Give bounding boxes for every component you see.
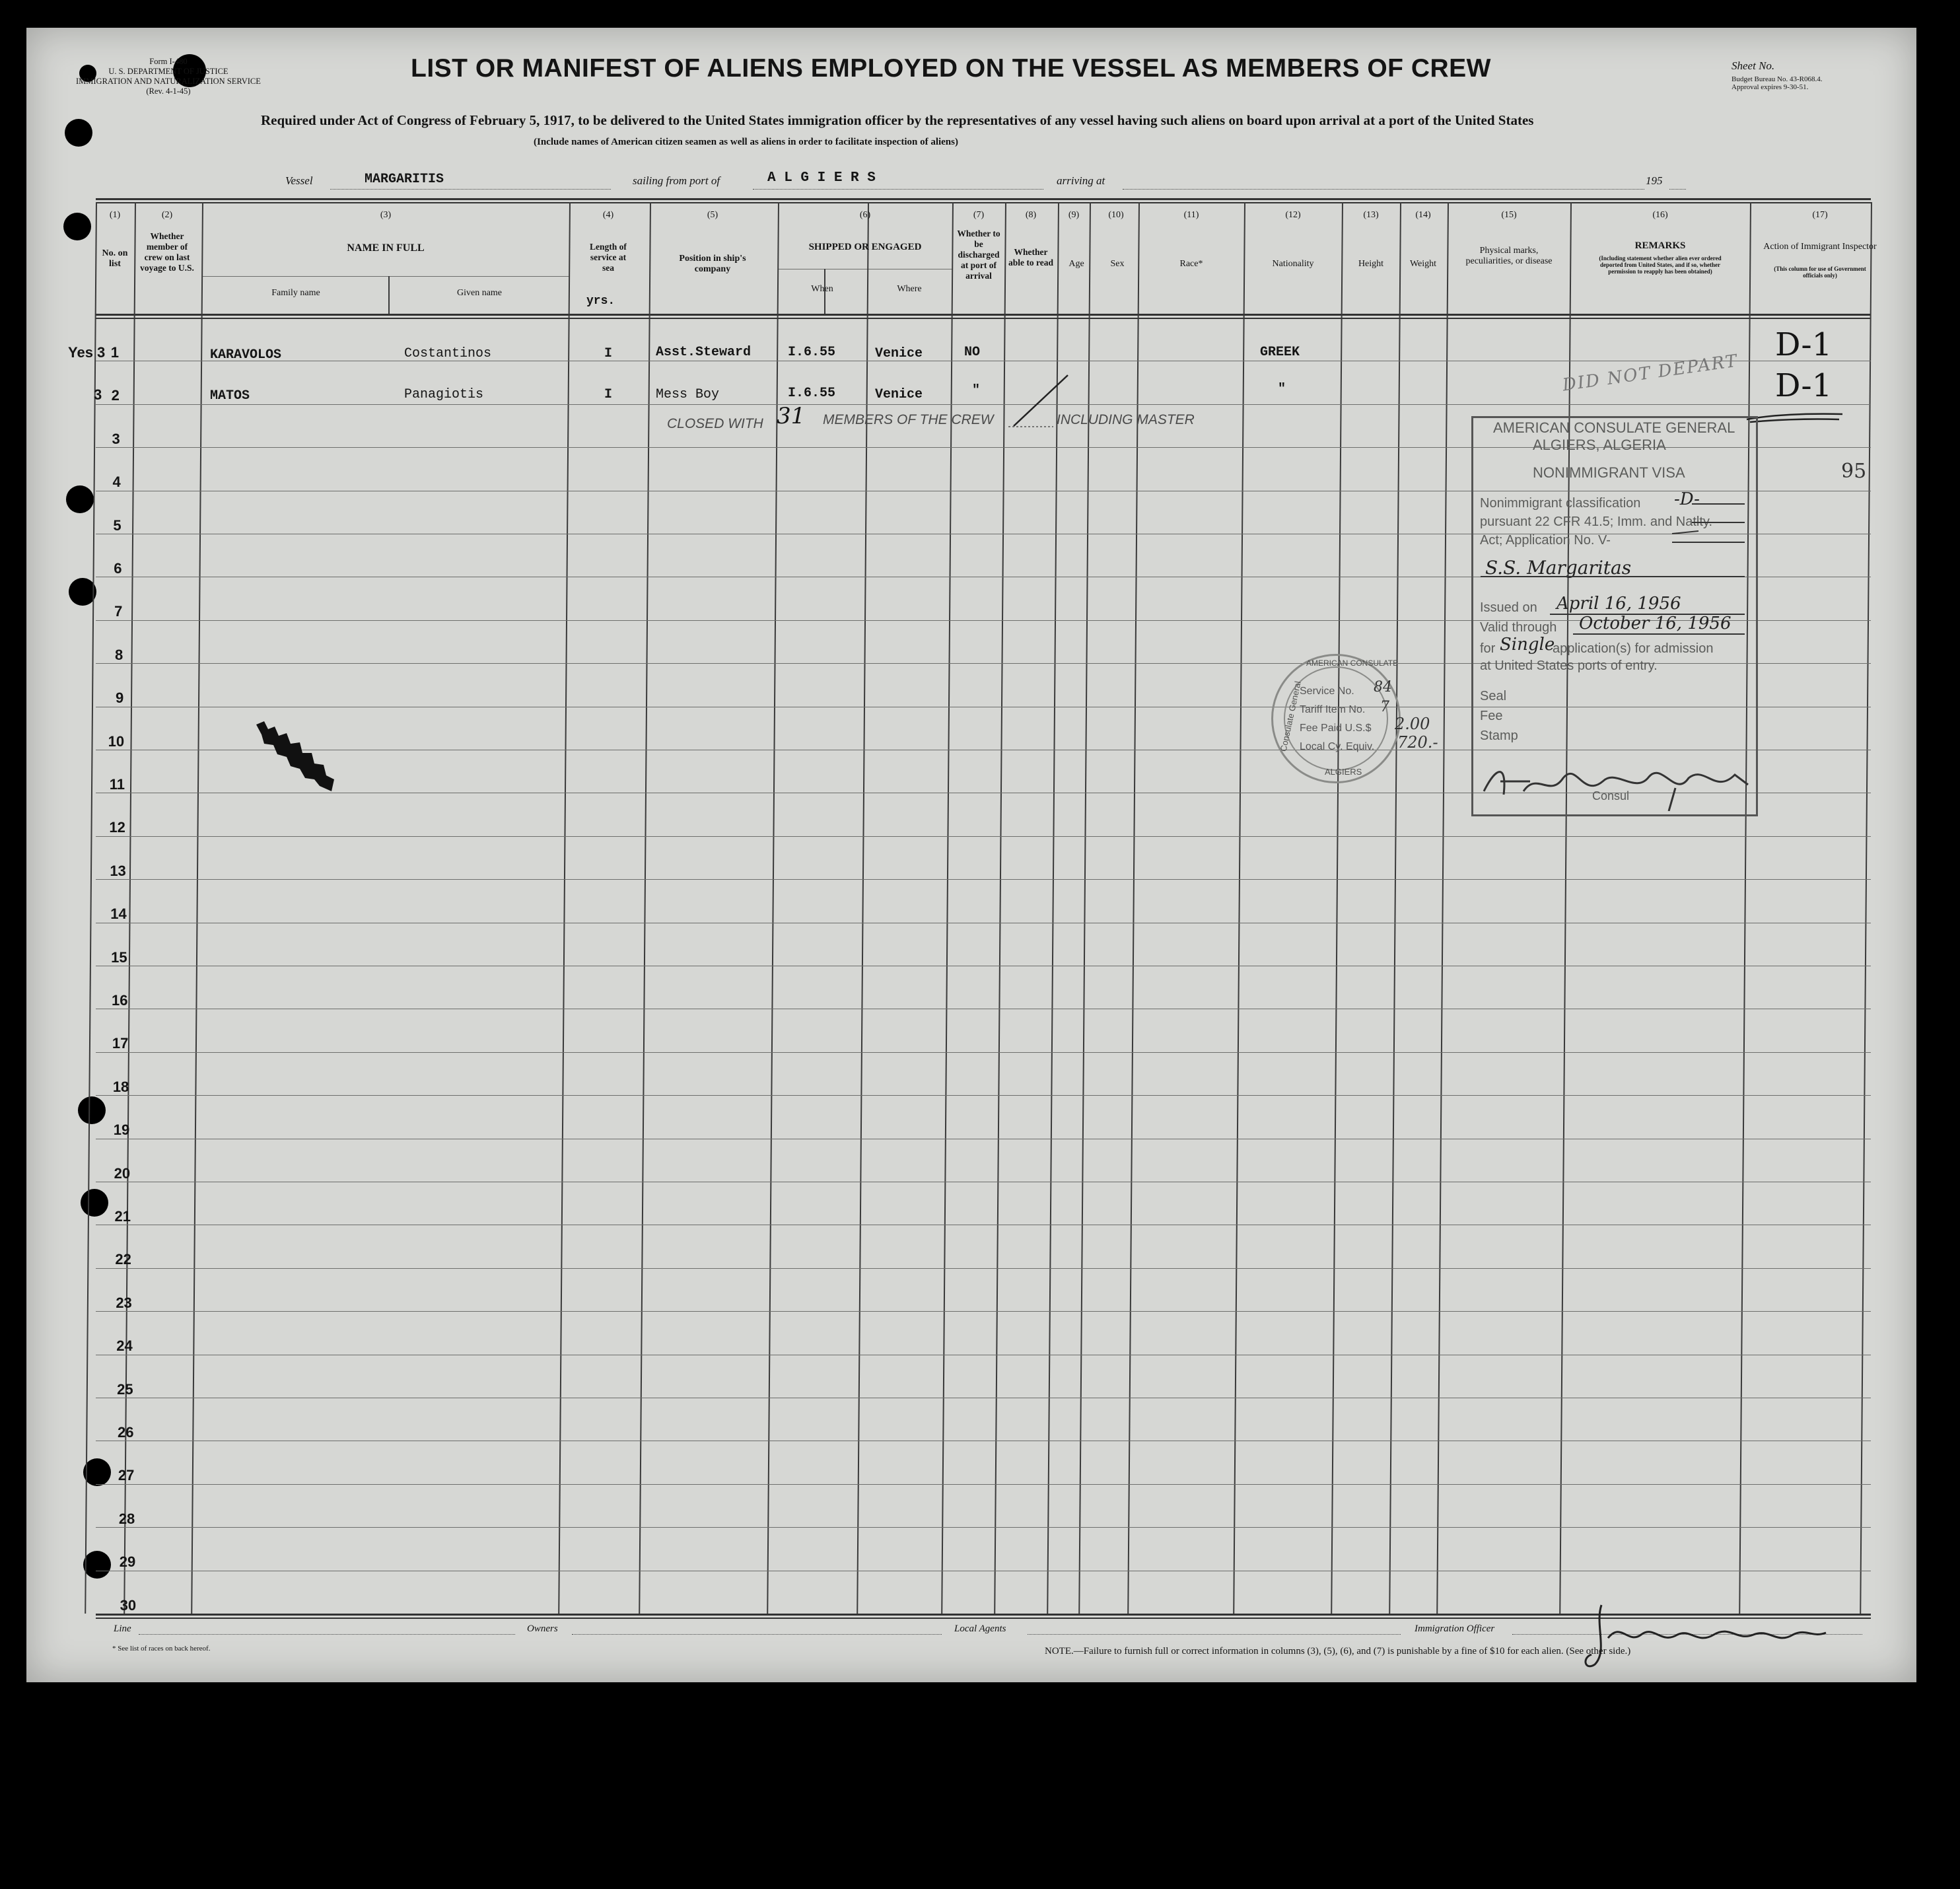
row-rule bbox=[96, 1311, 1871, 1312]
row-rule bbox=[96, 836, 1871, 837]
sheet-number-label: Sheet No. bbox=[1732, 59, 1775, 72]
col-head-where: Where bbox=[897, 284, 922, 294]
row-number: 19 bbox=[113, 1122, 130, 1138]
col-head-shipped-engaged: SHIPPED OR ENGAGED bbox=[808, 242, 922, 252]
service-name: IMMIGRATION AND NATURALIZATION SERVICE bbox=[76, 77, 261, 86]
stamp-classification-label: Nonimmigrant classification bbox=[1480, 496, 1641, 511]
footer-line-field bbox=[139, 1634, 515, 1635]
fee-paid-label: Fee Paid U.S.$ bbox=[1300, 723, 1372, 734]
col-head-member-of-crew: Whether member of crew on last voyage to U.S. bbox=[140, 231, 194, 273]
fee-local-label: Local Cy. Equiv. bbox=[1300, 741, 1375, 752]
row-number: 8 bbox=[115, 647, 123, 663]
row-number: 20 bbox=[114, 1165, 131, 1182]
table-top-rule-2 bbox=[96, 202, 1871, 203]
col-num-12: (12) bbox=[1285, 210, 1301, 220]
col-num-11: (11) bbox=[1183, 210, 1199, 220]
ink-smudge bbox=[250, 721, 335, 794]
row-number: 30 bbox=[120, 1597, 137, 1614]
sailing-label: sailing from port of bbox=[633, 174, 720, 187]
col-head-remarks-note: (Including statement whether alien ever ordered deported from United States, and if so, whether permission to reapply has been obtained) bbox=[1599, 255, 1722, 275]
row-rule bbox=[96, 1484, 1871, 1485]
revision: (Rev. 4-1-45) bbox=[146, 87, 191, 96]
stamp-stamp-label: Stamp bbox=[1480, 729, 1518, 743]
col-head-action-inspector: Action of Immigrant Inspector bbox=[1763, 242, 1877, 252]
row-number: 29 bbox=[119, 1553, 136, 1570]
row-number: 12 bbox=[109, 819, 125, 836]
row-number: 16 bbox=[112, 992, 128, 1009]
row-number: 25 bbox=[117, 1381, 133, 1398]
year-prefix: 195 bbox=[1646, 174, 1663, 187]
fee-service-label: Service No. bbox=[1300, 686, 1354, 697]
col-head-weight: Weight bbox=[1409, 259, 1437, 269]
punch-hole bbox=[65, 119, 92, 147]
table-header-rule bbox=[96, 314, 1871, 316]
row-number: 3 bbox=[112, 431, 120, 447]
col-head-sex: Sex bbox=[1110, 259, 1125, 269]
row-number: 2 bbox=[111, 387, 120, 404]
col-num-5: (5) bbox=[707, 210, 718, 220]
consulate-fee-seal bbox=[1271, 654, 1401, 783]
stamp-application: Act; Application No. V- bbox=[1480, 533, 1611, 548]
col-num-15: (15) bbox=[1501, 210, 1517, 220]
page-subtitle-note: (Include names of American citizen seamen as well as aliens in order to facilitate inspection of aliens) bbox=[534, 137, 958, 147]
margin-page-number: 95 bbox=[1841, 460, 1867, 483]
row-2-where: Venice bbox=[875, 387, 923, 402]
closing-text-b: MEMBERS OF THE CREW bbox=[823, 412, 994, 427]
footer-agents-label: Local Agents bbox=[954, 1623, 1006, 1634]
stamp-for-rest: application(s) for admission bbox=[1553, 641, 1714, 656]
col-num-2: (2) bbox=[161, 210, 173, 220]
fee-paid-amount: 2.00 bbox=[1395, 715, 1430, 733]
col-head-given-name: Given name bbox=[456, 288, 503, 298]
consul-signature bbox=[1477, 758, 1755, 811]
col-num-14: (14) bbox=[1415, 210, 1431, 220]
row-rule bbox=[96, 404, 1871, 405]
stamp-underlines bbox=[1474, 421, 1751, 659]
table-header-rule-2 bbox=[96, 318, 1871, 319]
stamp-visa-type: NONIMMIGRANT VISA bbox=[1533, 464, 1685, 481]
fee-tariff-label: Tariff Item No. bbox=[1300, 704, 1366, 715]
stamp-vessel: S.S. Margaritas bbox=[1485, 557, 1632, 579]
col-head-family-name: Family name bbox=[271, 288, 320, 298]
col-head-physical-marks: Physical marks, peculiarities, or disease bbox=[1465, 246, 1553, 266]
year-field-line bbox=[1669, 189, 1686, 190]
row-1-action: D-1 bbox=[1775, 326, 1833, 363]
row-2-nationality: " bbox=[1278, 382, 1286, 397]
row-2-remarks: DID NOT DEPART bbox=[1561, 351, 1739, 396]
stamp-issued-label: Issued on bbox=[1480, 600, 1537, 615]
row-1-family-name: KARAVOLOS bbox=[210, 347, 282, 363]
row-number: 13 bbox=[110, 863, 126, 879]
col-head-discharged: Whether to be discharged at port of arrival bbox=[957, 229, 1000, 281]
footer-officer-label: Immigration Officer bbox=[1415, 1623, 1495, 1634]
col-num-16: (16) bbox=[1652, 210, 1668, 220]
col-head-when: When bbox=[811, 284, 833, 294]
row-number: 10 bbox=[108, 733, 125, 750]
row-2-position: Mess Boy bbox=[656, 387, 720, 402]
col-head-action-note: (This column for use of Government officials only) bbox=[1774, 266, 1866, 279]
row-number: 14 bbox=[110, 906, 127, 922]
col-head-position: Position in ship's company bbox=[679, 254, 746, 274]
closing-crew-count: 31 bbox=[777, 403, 806, 429]
col-head-height: Height bbox=[1358, 259, 1384, 269]
vessel-field-line bbox=[330, 189, 611, 190]
row-number: 26 bbox=[118, 1424, 134, 1441]
row-number: 23 bbox=[116, 1295, 132, 1311]
approval-expiry: Approval expires 9-30-51. bbox=[1732, 83, 1809, 91]
stamp-classification: -D- bbox=[1674, 489, 1700, 509]
closing-text-a: CLOSED WITH bbox=[667, 416, 763, 431]
stamp-pursuant: pursuant 22 CFR 41.5; Imm. and Natlty. bbox=[1480, 515, 1713, 529]
table-top-rule bbox=[96, 198, 1871, 200]
arriving-field-line bbox=[1123, 189, 1644, 190]
row-number: 24 bbox=[116, 1337, 133, 1354]
col-head-years-unit: yrs. bbox=[586, 295, 615, 308]
row-number: 28 bbox=[118, 1511, 135, 1527]
col-head-nationality: Nationality bbox=[1272, 259, 1314, 269]
vessel-name: MARGARITIS bbox=[365, 172, 444, 187]
col-num-8: (8) bbox=[1025, 210, 1037, 220]
row-1-prefix: Yes 3 bbox=[68, 344, 106, 361]
row-rule bbox=[96, 1052, 1871, 1053]
punch-hole bbox=[63, 213, 91, 240]
arriving-label: arriving at bbox=[1057, 174, 1105, 187]
port-name: A L G I E R S bbox=[767, 170, 876, 186]
row-number: 11 bbox=[109, 776, 125, 793]
department: U. S. DEPARTMENT OF JUSTICE bbox=[108, 67, 228, 76]
col-num-10: (10) bbox=[1108, 210, 1124, 220]
row-1-position: Asst.Steward bbox=[656, 345, 752, 360]
name-subheader-rule bbox=[202, 276, 569, 277]
col-num-13: (13) bbox=[1363, 210, 1379, 220]
seal-ring-top: AMERICAN CONSULATE bbox=[1306, 659, 1399, 668]
row-2-discharged: " bbox=[972, 383, 981, 398]
footer-agents-field bbox=[1028, 1634, 1401, 1635]
form-number: Form I-480 bbox=[149, 57, 188, 66]
row-rule bbox=[96, 879, 1871, 880]
row-number: 17 bbox=[112, 1035, 129, 1051]
row-number: 1 bbox=[110, 344, 119, 361]
footer-note: NOTE.—Failure to furnish full or correct information in columns (3), (5), (6), and (7) is punishable by a fine of $10 for each alien. (See other side.) bbox=[1045, 1646, 1631, 1657]
row-2-prefix: 3 bbox=[94, 386, 102, 403]
col-head-remarks: REMARKS bbox=[1634, 240, 1686, 251]
footer-owners-field bbox=[572, 1634, 942, 1635]
budget-block bbox=[1732, 75, 1822, 91]
stamp-for-count: Single bbox=[1500, 635, 1555, 655]
row-number: 7 bbox=[114, 603, 123, 620]
row-1-nationality: GREEK bbox=[1260, 345, 1300, 360]
fee-service-number: 84 bbox=[1374, 679, 1392, 695]
row-number: 21 bbox=[114, 1208, 131, 1225]
row-number: 4 bbox=[112, 474, 121, 490]
row-number: 6 bbox=[114, 560, 122, 577]
row-number: 18 bbox=[112, 1079, 129, 1095]
stamp-for-label: for bbox=[1480, 641, 1496, 656]
row-2-family-name: MATOS bbox=[210, 388, 250, 404]
stamp-seal-label: Seal bbox=[1480, 689, 1507, 703]
row-2-service: I bbox=[604, 387, 613, 402]
row-1-when: I.6.55 bbox=[788, 345, 836, 360]
stamp-consul-label: Consul bbox=[1592, 789, 1630, 802]
row-number: 22 bbox=[115, 1251, 131, 1267]
footer-owners-label: Owners bbox=[527, 1623, 558, 1634]
col-num-17: (17) bbox=[1812, 210, 1828, 220]
stamp-issued-date: April 16, 1956 bbox=[1557, 594, 1681, 614]
closing-text-c: INCLUDING MASTER bbox=[1057, 412, 1195, 427]
stamp-valid-date: October 16, 1956 bbox=[1579, 614, 1732, 633]
vessel-label: Vessel bbox=[285, 174, 313, 187]
col-head-race: Race* bbox=[1179, 259, 1203, 269]
officer-signature bbox=[1582, 1598, 1833, 1671]
row-number: 9 bbox=[115, 690, 124, 706]
row-2-given-name: Panagiotis bbox=[404, 387, 484, 402]
col-head-no-on-list: No. on list bbox=[102, 248, 128, 269]
subcolumn-divider bbox=[388, 276, 390, 314]
row-1-service: I bbox=[604, 346, 613, 361]
row-rule bbox=[96, 1527, 1871, 1528]
fee-tariff-number: 7 bbox=[1380, 699, 1389, 715]
col-num-6: (6) bbox=[859, 210, 871, 220]
row-2-when: I.6.55 bbox=[788, 386, 836, 401]
punch-hole bbox=[78, 1096, 106, 1124]
footer-race-note: * See list of races on back hereof. bbox=[112, 1645, 211, 1653]
port-field-line bbox=[753, 189, 1043, 190]
form-id-block bbox=[76, 57, 261, 96]
row-rule bbox=[96, 1268, 1871, 1269]
row-number: 5 bbox=[113, 517, 122, 534]
col-num-4: (4) bbox=[602, 210, 614, 220]
col-num-9: (9) bbox=[1068, 210, 1080, 220]
row-2-action: D-1 bbox=[1775, 367, 1833, 404]
row-1-discharged: NO bbox=[964, 345, 981, 360]
footer-line-label: Line bbox=[114, 1623, 131, 1634]
col-head-name-in-full: NAME IN FULL bbox=[347, 242, 425, 254]
stamp-city: ALGIERS, ALGERIA bbox=[1533, 437, 1666, 453]
row-1-where: Venice bbox=[875, 346, 923, 361]
stamp-ports: at United States ports of entry. bbox=[1480, 659, 1658, 673]
stamp-consulate: AMERICAN CONSULATE GENERAL bbox=[1493, 419, 1735, 436]
col-num-7: (7) bbox=[973, 210, 985, 220]
stamp-fee-label: Fee bbox=[1480, 709, 1503, 723]
seal-ring-bottom: ALGIERS bbox=[1325, 767, 1362, 777]
col-head-age: Age bbox=[1068, 259, 1084, 269]
page-subtitle: Required under Act of Congress of February 5, 1917, to be delivered to the United States immigration officer by the representatives of any vessel having such aliens on board upon arrival at a port of the United States bbox=[261, 112, 1534, 128]
action-strike-mark bbox=[1743, 406, 1849, 426]
row-number: 27 bbox=[118, 1467, 135, 1483]
col-num-1: (1) bbox=[109, 210, 121, 220]
row-number: 15 bbox=[111, 949, 127, 966]
row-1-given-name: Costantinos bbox=[404, 346, 492, 361]
budget-number: Budget Bureau No. 43-R068.4. bbox=[1732, 75, 1823, 83]
fee-local-amount: 720.- bbox=[1397, 733, 1438, 752]
col-head-able-to-read: Whether able to read bbox=[1008, 247, 1053, 267]
col-head-length-of-service: Length of service at sea bbox=[590, 242, 627, 273]
seal-ring-left: Consulate General bbox=[1278, 680, 1303, 753]
col-num-3: (3) bbox=[380, 210, 392, 220]
row-rule bbox=[96, 1095, 1871, 1096]
page-title: LIST OR MANIFEST OF ALIENS EMPLOYED ON THE VESSEL AS MEMBERS OF CREW bbox=[411, 54, 1491, 83]
stamp-valid-label: Valid through bbox=[1480, 620, 1557, 635]
